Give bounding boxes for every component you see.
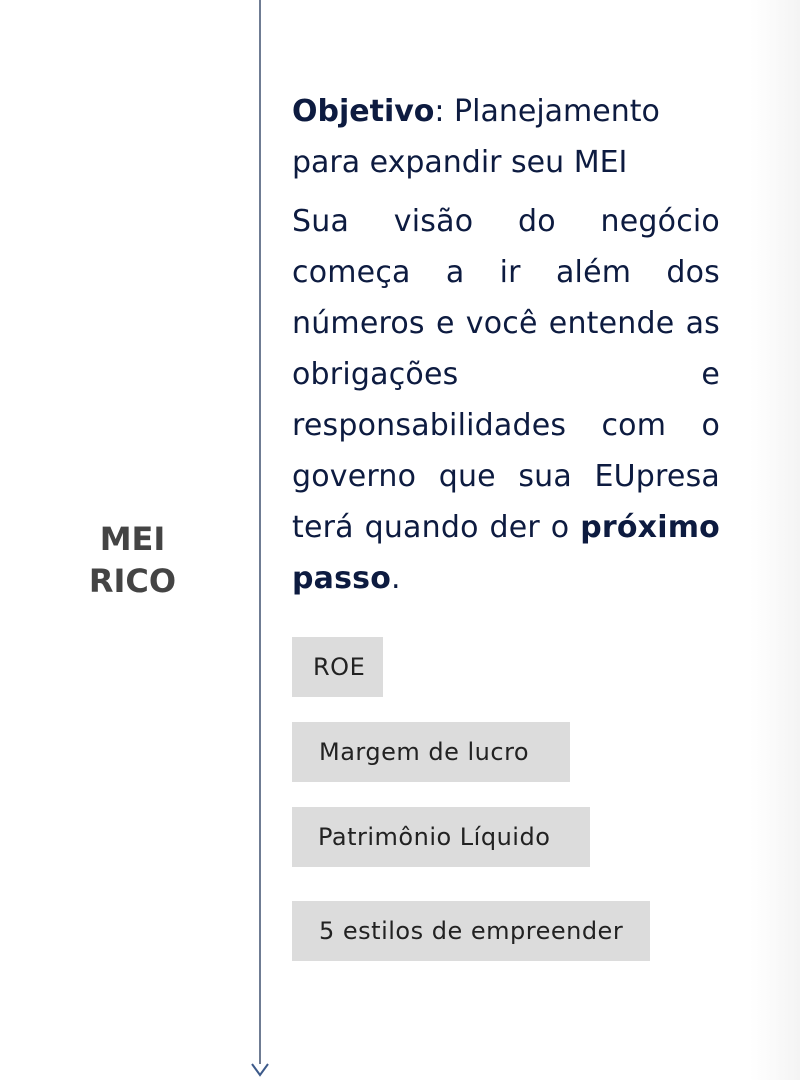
- level-label-line1: MEI: [99, 520, 166, 558]
- timeline-line: [259, 0, 261, 1064]
- topic-patrimonio-liquido-button[interactable]: Patrimônio Líquido: [292, 807, 590, 867]
- objective-label: Objetivo: [292, 94, 435, 129]
- level-content: [292, 86, 720, 604]
- description-end: .: [391, 561, 401, 596]
- chevron-down-icon: [250, 1058, 270, 1078]
- topic-margem-de-lucro-button[interactable]: Margem de lucro: [292, 722, 570, 782]
- topic-roe-button[interactable]: ROE: [292, 637, 383, 697]
- level-label: [70, 518, 195, 602]
- page-edge-shade: [750, 0, 800, 1080]
- objective-separator: :: [434, 94, 445, 129]
- description-text: Sua visão do negócio começa a ir além dos números e você entende as obrigações e responsabilidades com o governo que sua EUpresa terá quando der o: [292, 204, 720, 545]
- description: [292, 196, 720, 604]
- topic-estilos-de-empreender-button[interactable]: 5 estilos de empreender: [292, 901, 650, 961]
- level-label-line2: RICO: [88, 562, 177, 600]
- objective: [292, 86, 720, 188]
- objective-text: Planejamento para expandir seu MEI: [292, 94, 660, 180]
- description-emphasis: próximo passo: [292, 510, 720, 596]
